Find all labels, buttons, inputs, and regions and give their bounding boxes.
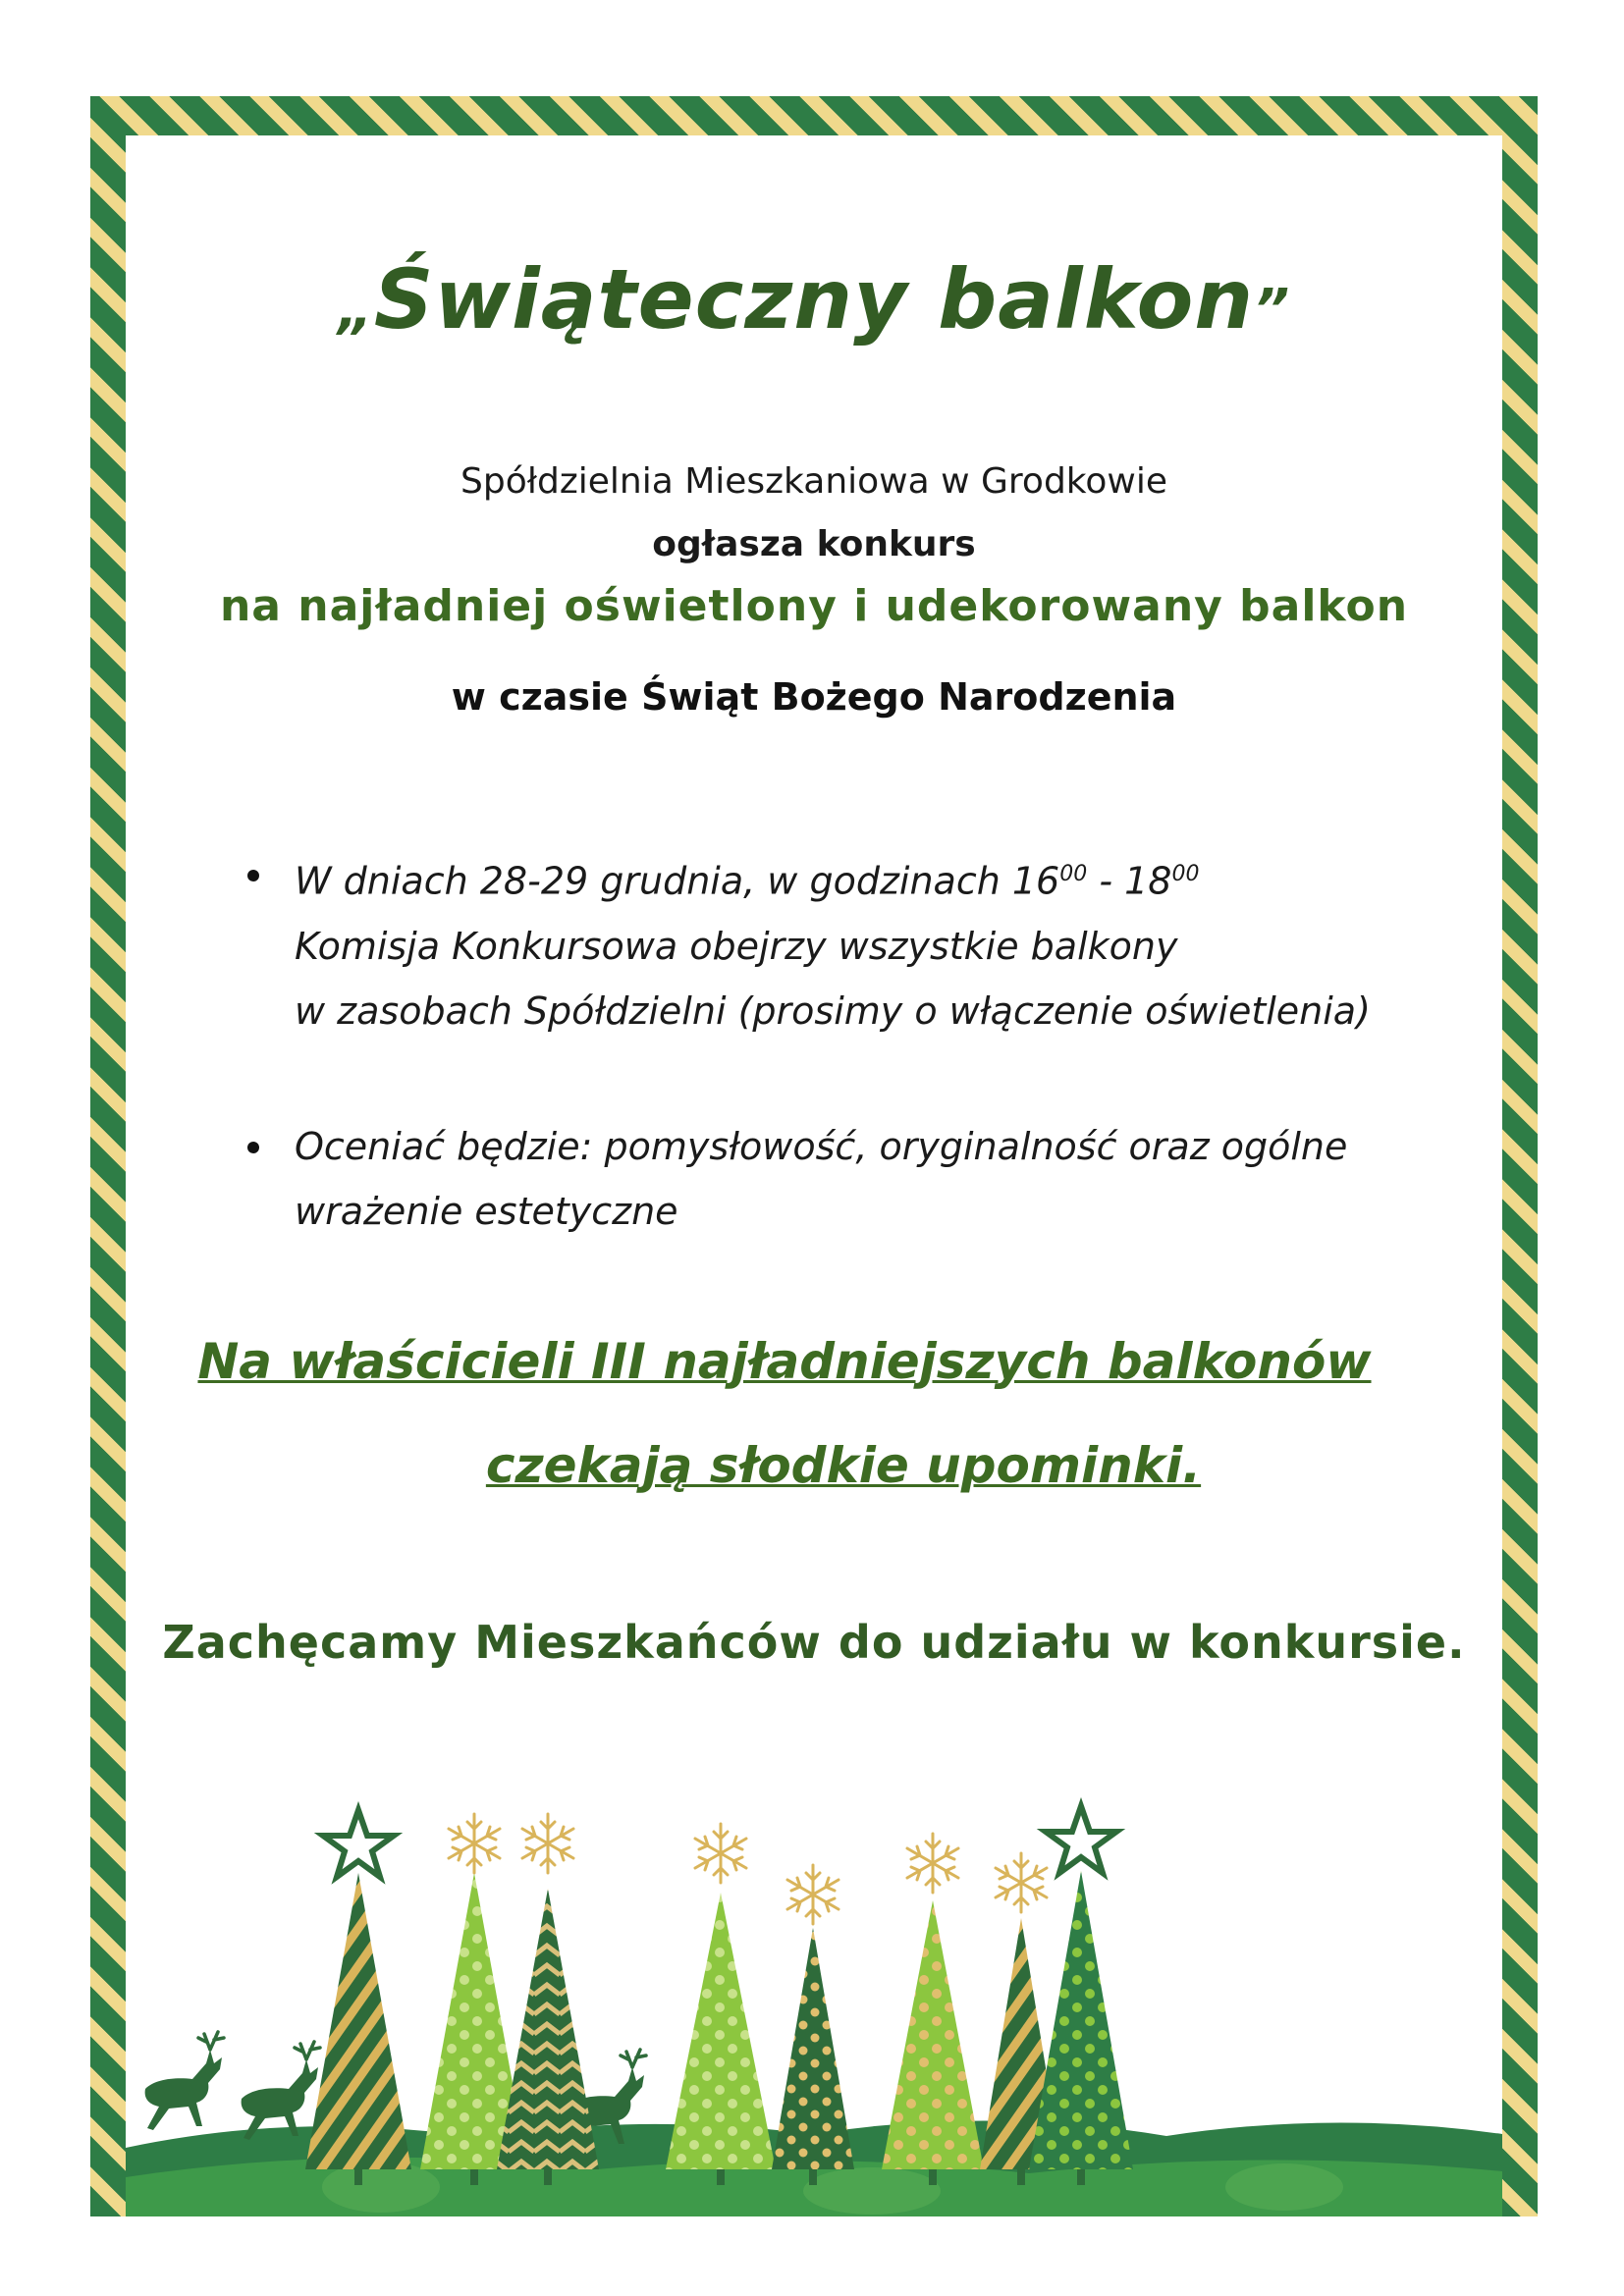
christmas-tree-icon (882, 1900, 984, 2185)
poster-title (126, 251, 1502, 347)
title-open-quote: „ (337, 278, 374, 342)
prize-line-1: Na właścicieli III najładniejszych balkonów (197, 1333, 1372, 1390)
bullet-item-criteria (244, 1114, 1481, 1244)
snowflake-icon (449, 1814, 500, 1873)
bullet1-line3: w zasobach Spółdzielni (prosimy o włączenie oświetlenia) (295, 988, 1371, 1033)
striped-frame (90, 96, 1538, 2216)
christmas-tree-icon (666, 1893, 776, 2185)
bullet-dot-icon (247, 1142, 259, 1153)
reindeer-icon (242, 2042, 320, 2140)
poster-body (126, 135, 1502, 2216)
invitation: Zachęcamy Mieszkańców do udziału w konkursie. (162, 1616, 1466, 1669)
title-text: Świąteczny balkon (373, 251, 1255, 347)
bullet2-line1: Oceniać będzie: pomysłowość, oryginalność oraz ogólne (295, 1124, 1348, 1168)
bullet-dot-icon (247, 870, 259, 881)
star-icon (323, 1810, 394, 1877)
snowflake-icon (522, 1814, 573, 1873)
christmas-tree-icon (1029, 1871, 1133, 2185)
snowflake-icon (695, 1824, 746, 1883)
organizer: Spółdzielnia Mieszkaniowa w Grodkowie (460, 461, 1167, 502)
bullet1-line1: W dniach 28-29 grudnia, w godzinach $16^{00} - 18^{00}$ (295, 859, 1200, 903)
reindeer-icon (145, 2032, 224, 2130)
christmas-tree-icon (772, 1928, 854, 2185)
christmas-tree-icon (305, 1873, 411, 2185)
snowflake-icon (787, 1865, 839, 1924)
title-close-quote: ” (1254, 278, 1291, 342)
contest-subject: na najładniej oświetlony i udekorowany balkon (219, 581, 1409, 631)
bullet-item-dates (244, 842, 1481, 1043)
bullet2-line2: wrażenie estetyczne (295, 1189, 678, 1233)
contest-period: w czasie Świąt Bożego Narodzenia (451, 675, 1177, 719)
announce: ogłasza konkurs (652, 524, 976, 564)
prize-line-2: czekają słodkie upominki. (485, 1437, 1202, 1494)
christmas-scene (126, 1726, 1502, 2216)
bullet1-line2: Komisja Konkursowa obejrzy wszystkie balkony (295, 924, 1178, 968)
christmas-tree-icon (497, 1889, 599, 2185)
snowflake-icon (996, 1853, 1047, 1912)
snowflake-icon (907, 1834, 958, 1893)
star-icon (1046, 1806, 1116, 1873)
bullet-list (244, 842, 1481, 1244)
